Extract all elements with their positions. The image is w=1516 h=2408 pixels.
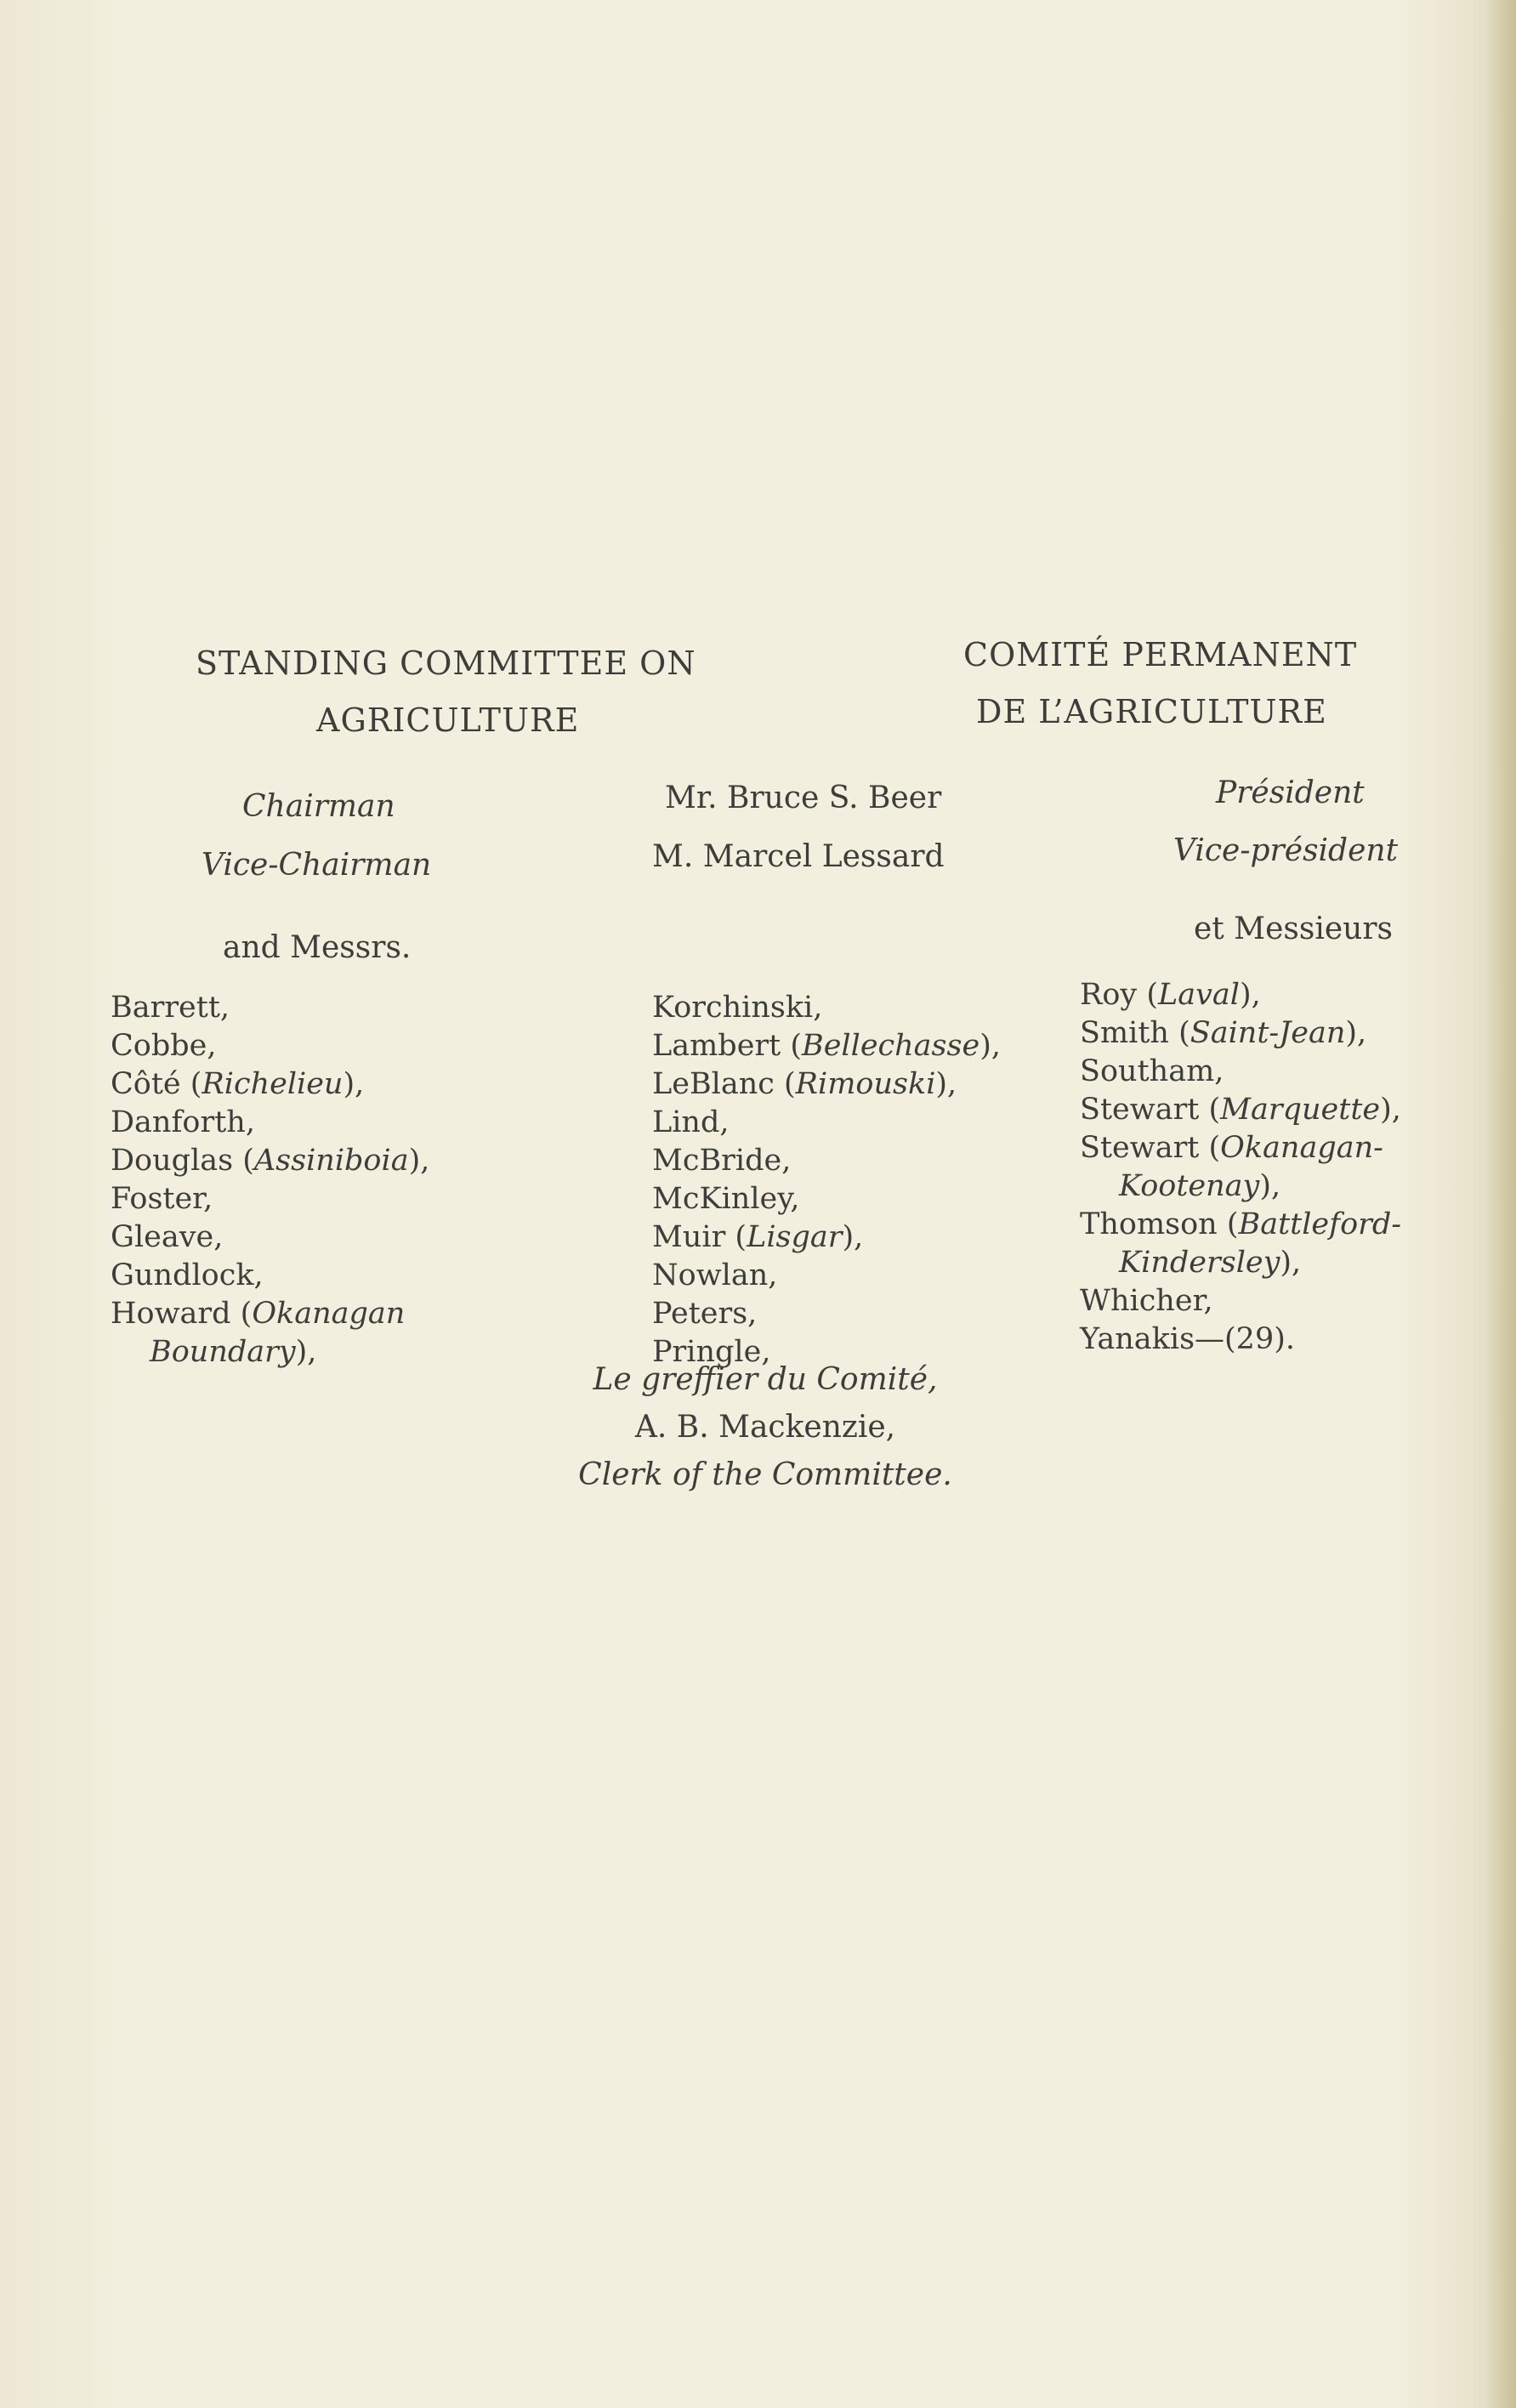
left-heading-line1: STANDING COMMITTEE ON [196, 645, 696, 682]
right-heading-line1: COMITÉ PERMANENT [963, 636, 1358, 673]
member-entry: McBride, [652, 1144, 792, 1178]
clerk-line-english: Clerk of the Committee. [578, 1457, 952, 1492]
member-entry: LeBlanc (Rimouski), [652, 1067, 957, 1101]
member-entry: McKinley, [652, 1182, 800, 1216]
member-entry: Stewart (Okanagan- [1080, 1131, 1383, 1165]
member-entry: Douglas (Assiniboia), [111, 1144, 430, 1178]
member-entry-continuation: Kindersley), [1119, 1246, 1302, 1280]
right-heading-line2: DE L’AGRICULTURE [976, 693, 1327, 730]
member-entry-continuation: Kootenay), [1119, 1169, 1281, 1203]
member-entry: Danforth, [111, 1105, 255, 1139]
clerk-block [510, 1356, 1020, 1499]
member-entry: Cobbe, [111, 1029, 217, 1063]
chairman-label: Chairman [242, 789, 395, 824]
vice-chairman-name: M. Marcel Lessard [652, 839, 945, 874]
vice-chairman-label: Vice-Chairman [202, 848, 432, 883]
clerk-line-french: Le greffier du Comité, [593, 1362, 938, 1397]
member-entry: Korchinski, [652, 991, 823, 1025]
member-entry: Southam, [1080, 1054, 1224, 1088]
member-entry: Whicher, [1080, 1284, 1213, 1318]
president-label: Président [1216, 775, 1365, 810]
member-entry: Stewart (Marquette), [1080, 1093, 1401, 1127]
members-column-2 [652, 989, 1001, 1372]
clerk-name: A. B. Mackenzie, [634, 1410, 896, 1445]
members-column-3 [1080, 976, 1401, 1359]
member-entry: Lambert (Bellechasse), [652, 1029, 1001, 1063]
vice-president-label: Vice-président [1173, 833, 1399, 868]
and-messrs: and Messrs. [223, 930, 412, 965]
member-entry: Yanakis—(29). [1080, 1322, 1295, 1356]
member-entry: Lind, [652, 1105, 730, 1139]
member-entry: Muir (Lisgar), [652, 1220, 864, 1254]
member-entry: Gleave, [111, 1220, 224, 1254]
member-entry: Pringle, [652, 1335, 771, 1369]
member-entry: Gundlock, [111, 1258, 264, 1292]
members-column-1 [111, 989, 429, 1372]
left-heading-line2: AGRICULTURE [316, 701, 580, 739]
member-entry: Barrett, [111, 991, 230, 1025]
page-edge [1487, 0, 1516, 2408]
member-entry: Nowlan, [652, 1258, 778, 1292]
et-messieurs: et Messieurs [1194, 912, 1394, 946]
member-entry: Thomson (Battleford- [1080, 1207, 1402, 1241]
member-entry: Roy (Laval), [1080, 978, 1261, 1012]
member-entry: Smith (Saint-Jean), [1080, 1016, 1367, 1050]
member-entry-continuation: Boundary), [150, 1335, 317, 1369]
member-entry: Howard (Okanagan [111, 1297, 406, 1331]
chairman-name: Mr. Bruce S. Beer [665, 781, 942, 815]
member-entry: Peters, [652, 1297, 758, 1331]
member-entry: Côté (Richelieu), [111, 1067, 365, 1101]
member-entry: Foster, [111, 1182, 213, 1216]
